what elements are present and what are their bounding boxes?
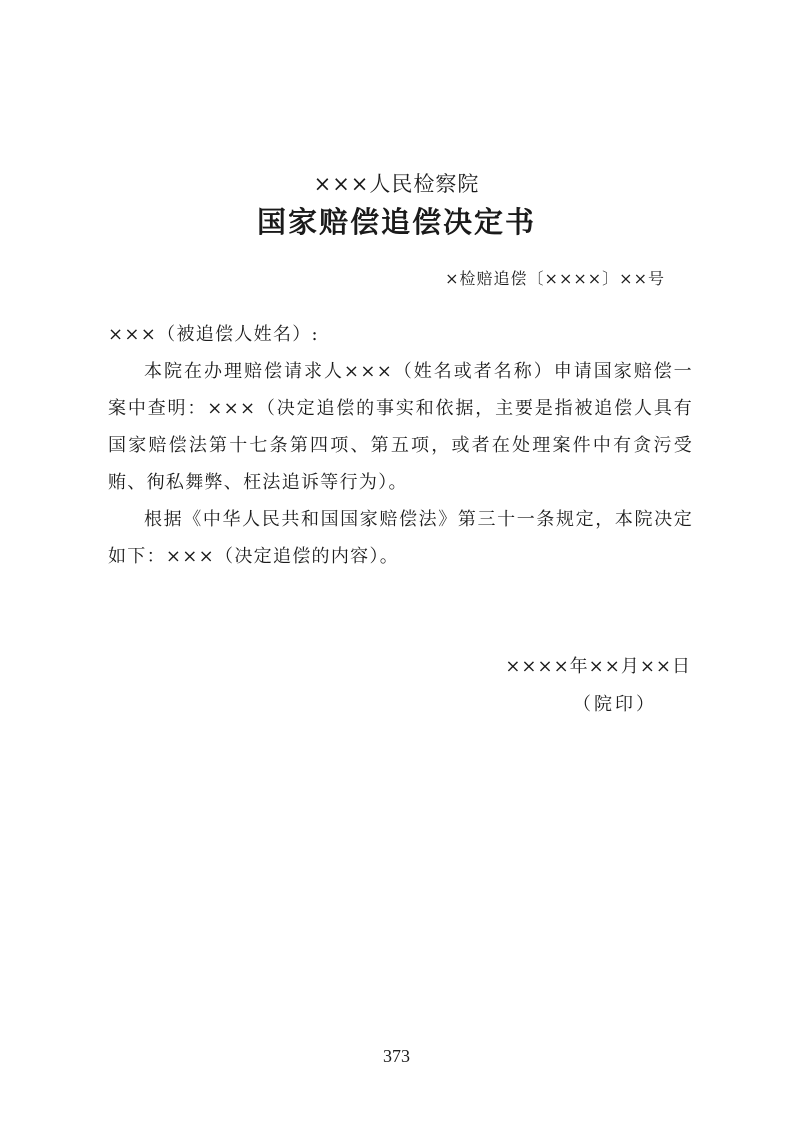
document-title: 国家赔偿追偿决定书 bbox=[256, 205, 536, 239]
page-number: 373 bbox=[383, 1046, 410, 1066]
paragraph-decision: 根据《中华人民共和国国家赔偿法》第三十一条规定，本院决定如下：×××（决定追偿的内容）。 bbox=[108, 509, 693, 567]
seal-placeholder: （院印） bbox=[573, 694, 657, 715]
issuer-name: ×××人民检察院 bbox=[313, 172, 480, 196]
document-date: ××××年××月××日 bbox=[505, 656, 691, 677]
document-body bbox=[108, 316, 693, 575]
addressee: ×××（被追偿人姓名）: bbox=[108, 324, 319, 345]
paragraph-findings: 本院在办理赔偿请求人×××（姓名或者名称）申请国家赔偿一案中查明：×××（决定追偿的事实和依据，主要是指被追偿人具有国家赔偿法第十七条第四项、第五项，或者在处理案件中有贪污受贿、徇私舞弊、枉法追诉等行为）。 bbox=[108, 361, 693, 493]
document-number: ×检赔追偿〔××××〕××号 bbox=[445, 269, 665, 288]
